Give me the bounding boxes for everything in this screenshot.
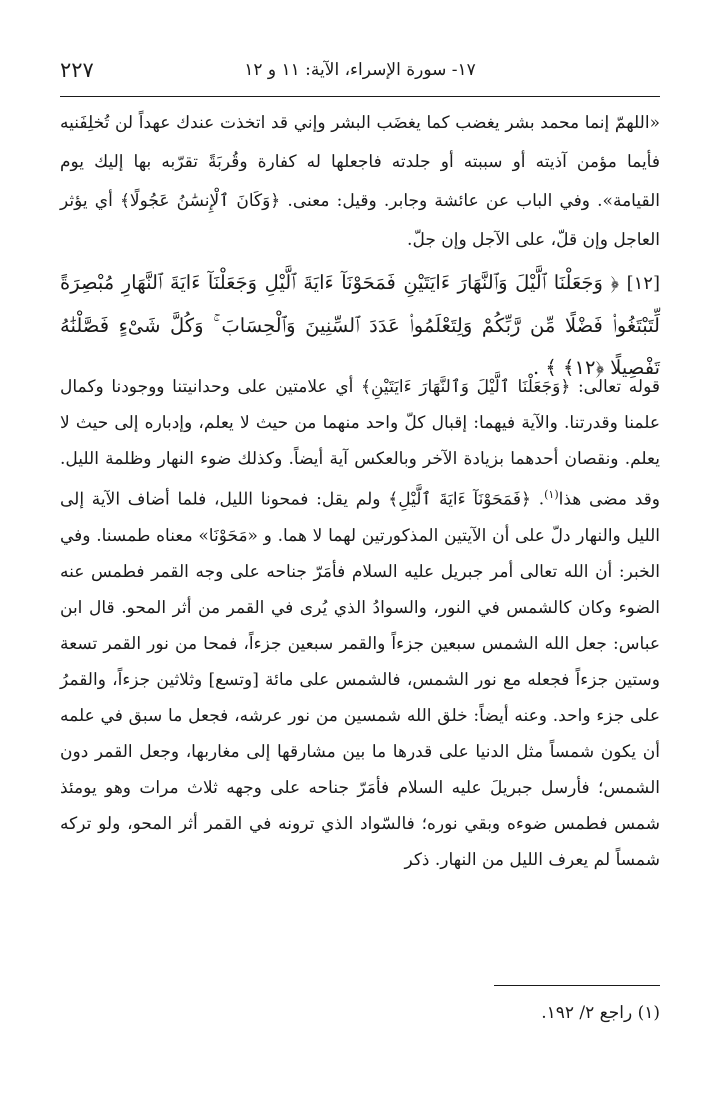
footnote: (١) راجع ٢/ ١٩٢.: [541, 1003, 660, 1023]
page-header: [60, 58, 660, 92]
hadith-paragraph: «اللهمّ إنما محمد بشر يغضب كما يغضَب البشر وإني قد اتخذت عندك عهداً لن تُخلِفَنيه فأيما مؤمن آذيته أو سببته أو جلدته فاجعلها له كفارة وقُربَةً تقرّبه بها إليك يوم القيامة». وفي الباب عن عائشة وجابر. وقيل: معنى. ﴿وَكَانَ ٱلْإِنسَٰنُ عَجُولًا﴾ أي يؤثر العاجل وإن قلّ، على الآجل وإن جلّ.: [60, 113, 660, 250]
page-number: ٢٢٧: [60, 58, 94, 82]
header-divider: [60, 96, 660, 97]
footnote-reference[interactable]: (١): [544, 488, 559, 501]
commentary-text-part-2: . ﴿فَمَحَوْنَآ ءَايَةَ ٱلَّيْلِ﴾ ولم يقل: فمحونا الليل، فلما أضاف الآية إلى الليل والنهار دلّ على أن الآيتين المذكورتين لهما لا هما. و «مَحَوْنَا» معناه طمسنا. وفي الخبر: أن الله تعالى أمر جبريل عليه السلام فأمَرّ جناحه على وجه القمر فطمس عنه الضوء وكان كالشمس في النور، والسوادُ الذي يُرى في القمر من أثر المحو. قال ابن عباس: جعل الله الشمس سبعين جزءاً والقمر سبعين جزءاً، فمحا من نور القمر تسعة وستين جزءاً فجعله مع نور الشمس، فالشمس على مائة [وتسع] وثلاثين جزءاً، والقمرُ على جزء واحد. وعنه أيضاً: خلق الله شمسين من نور عرشه، فجعل ما سبق في علمه أن يكون شمساً مثل الدنيا على قدرها ما بين مشارقها إلى مغاربها، وجعل القمر دون الشمس؛ فأرسل جبريلَ عليه السلام فأمَرّ جناحه على وجهه ثلاث مرات وهو يومئذ شمس فطمس ضوءه وبقي نوره؛ فالسّواد الذي ترونه في القمر أثر المحو، ولو تركه شمساً لم يعرف الليل من النهار. ذكر: [60, 489, 660, 870]
commentary-text-part-1: قوله تعالى: ﴿وَجَعَلْنَا ٱلَّيْلَ وَٱلنَّهَارَ ءَايَتَيْنِ﴾ أي علامتين على وحدانيتنا ووجودنا وكمال علمنا وقدرتنا. والآية فيهما: إقبال كلّ واحد منهما من حيث لا يعلم، وإدباره إلى حيث لا يعلم. ونقصان أحدهما بزيادة الآخر وبالعكس آية أيضاً. وكذلك ضوء النهار وظلمة الليل. وقد مضى هذا: [60, 377, 661, 510]
verse-text: ﴿ وَجَعَلْنَا ٱلَّيْلَ وَٱلنَّهَارَ ءَايَتَيْنِ فَمَحَوْنَآ ءَايَةَ ٱلَّيْلِ وَجَعَلْنَآ ءَايَةَ ٱلنَّهَارِ مُبْصِرَةً لِّتَبْتَغُوا۟ فَضْلًا مِّن رَّبِّكُمْ وَلِتَعْلَمُوا۟ عَدَدَ ٱلسِّنِينَ وَٱلْحِسَابَ ۚ وَكُلَّ شَىْءٍ فَصَّلْنَٰهُ تَفْصِيلًا ﴿١٢﴾ ﴾ .: [60, 271, 660, 379]
footnote-divider: [494, 985, 660, 986]
verse-number: [١٢]: [626, 273, 661, 294]
commentary-paragraph: [60, 369, 660, 878]
running-title: ١٧- سورة الإسراء، الآية: ١١ و ١٢: [244, 60, 476, 80]
